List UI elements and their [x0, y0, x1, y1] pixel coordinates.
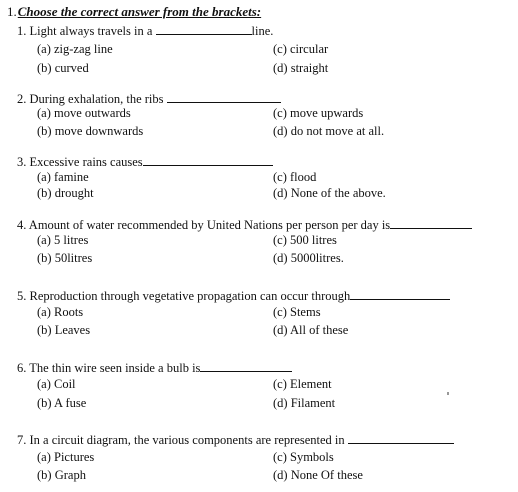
option-d: (d) None of the above.	[273, 186, 386, 200]
option-b: (b) Graph	[37, 468, 86, 482]
option-d: (d) 5000litres.	[273, 251, 344, 265]
answer-blank	[348, 432, 454, 444]
question-stem: 7. In a circuit diagram, the various components are represented in	[17, 432, 454, 448]
option-b: (b) move downwards	[37, 124, 144, 138]
option-a: (a) 5 litres	[37, 233, 89, 247]
section-heading	[7, 4, 261, 19]
option-a: (a) move outwards	[37, 106, 131, 120]
option-a: (a) Pictures	[37, 450, 95, 464]
question-stem: 3. Excessive rains causes	[17, 154, 273, 170]
option-a: (a) Roots	[37, 305, 84, 319]
option-c: (c) 500 litres	[273, 233, 337, 247]
option-c: (c) Element	[273, 377, 332, 391]
question-stem: 4. Amount of water recommended by United Nations per person per day is	[17, 217, 472, 233]
option-b: (b) A fuse	[37, 396, 87, 410]
option-c: (c) Stems	[273, 305, 321, 319]
scan-speck	[447, 392, 449, 395]
option-a: (a) zig-zag line	[37, 42, 113, 56]
option-c: (c) move upwards	[273, 106, 364, 120]
answer-blank	[167, 91, 281, 103]
question-stem: 2. During exhalation, the ribs	[17, 91, 281, 107]
option-a: (a) Coil	[37, 377, 76, 391]
option-d: (d) do not move at all.	[273, 124, 385, 138]
answer-blank	[156, 23, 252, 35]
option-d: (d) All of these	[273, 323, 349, 337]
option-c: (c) flood	[273, 170, 317, 184]
option-d: (d) None Of these	[273, 468, 363, 482]
question-stem: 6. The thin wire seen inside a bulb is	[17, 360, 292, 376]
option-b: (b) drought	[37, 186, 94, 200]
answer-blank	[390, 217, 472, 229]
option-c: (c) circular	[273, 42, 329, 56]
option-a: (a) famine	[37, 170, 89, 184]
answer-blank	[200, 360, 292, 372]
option-d: (d) Filament	[273, 396, 336, 410]
option-c: (c) Symbols	[273, 450, 334, 464]
answer-blank	[350, 288, 450, 300]
section-title: Choose the correct answer from the brackets:	[17, 4, 262, 19]
section-number: 1.	[7, 4, 17, 19]
option-b: (b) curved	[37, 61, 89, 75]
answer-blank	[143, 154, 273, 166]
question-stem: 1. Light always travels in a line.	[17, 24, 274, 38]
option-d: (d) straight	[273, 61, 329, 75]
option-b: (b) 50litres	[37, 251, 93, 265]
question-stem: 5. Reproduction through vegetative propagation can occur through	[17, 288, 450, 304]
option-b: (b) Leaves	[37, 323, 91, 337]
